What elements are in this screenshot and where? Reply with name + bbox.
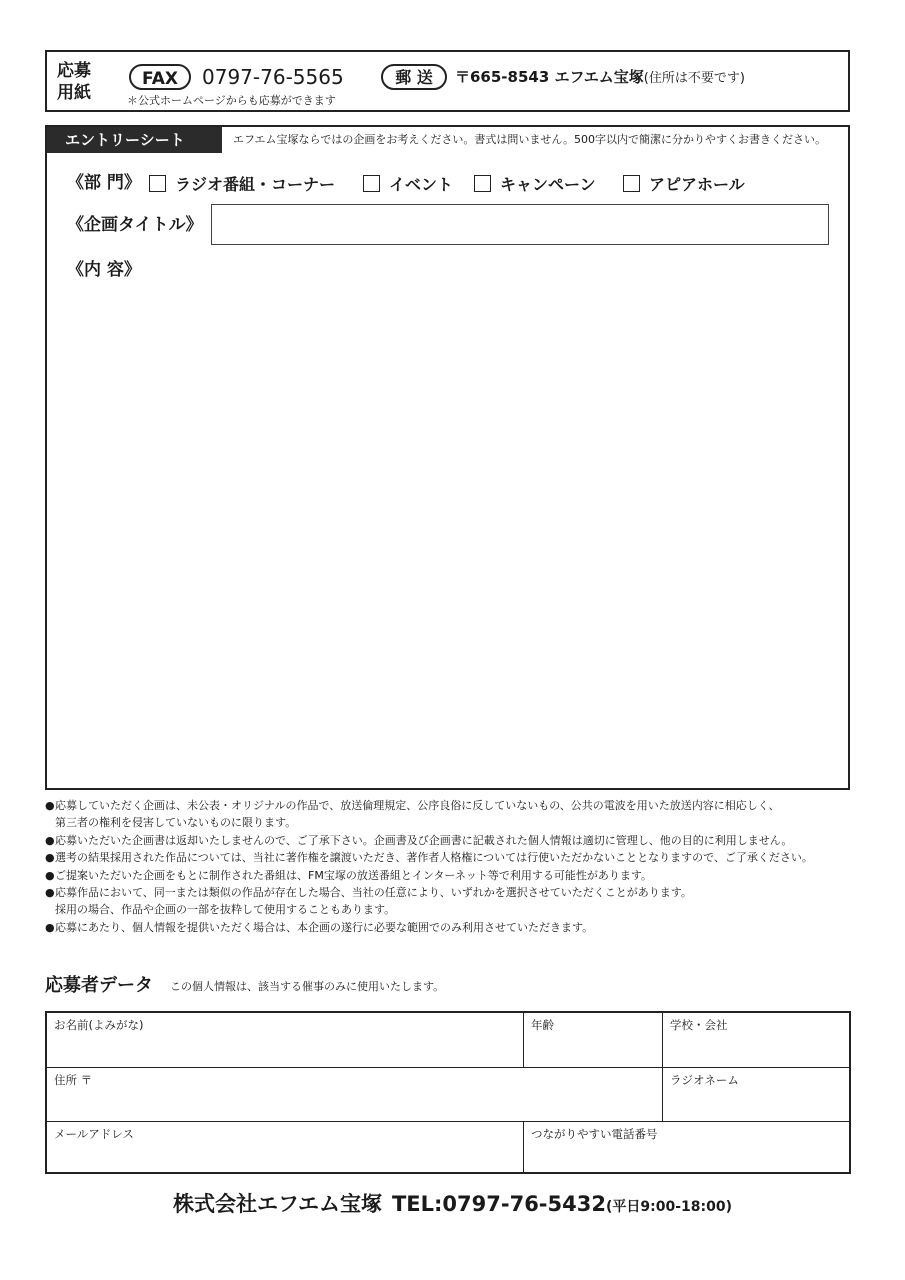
note-text: 応募作品において、同一または類似の作品が存在した場合、当社の任意により、いずれかを選択させていただくことがあります。 <box>55 886 692 900</box>
email-field-label: メールアドレス <box>54 1127 134 1141</box>
note-text: 応募いただいた企画書は返却いたしませんので、ご了承下さい。企画書及び企画書に記載された個人情報は適切に管理し、他の目的に利用しません。 <box>55 833 793 847</box>
radio-name-field-label: ラジオネーム <box>670 1073 739 1087</box>
school-company-field-label: 学校・会社 <box>670 1018 728 1032</box>
bullet-icon: ● <box>45 886 55 900</box>
content-label: 《内 容》 <box>67 260 141 280</box>
checkbox[interactable] <box>623 175 640 192</box>
fax-number: 0797-76-5565 <box>202 65 344 89</box>
department-label: 《部 門》 <box>67 173 141 193</box>
age-field[interactable] <box>524 1013 663 1068</box>
note-text: 採用の場合、作品や企画の一部を抜粋して使用することもあります。 <box>55 903 396 917</box>
entry-sheet <box>45 125 850 790</box>
mail-badge: 郵 送 <box>381 64 447 90</box>
radio-name-field[interactable] <box>663 1068 849 1122</box>
department-option-label: キャンペーン <box>500 174 596 194</box>
bullet-icon: ● <box>45 868 55 882</box>
note-item-continued <box>45 901 855 918</box>
name-field-label: お名前(よみがな) <box>54 1018 144 1032</box>
note-item <box>45 919 855 936</box>
address-field[interactable] <box>47 1068 663 1122</box>
footer-telephone: TEL:0797-76-5432 <box>391 1192 606 1216</box>
content-writing-area[interactable] <box>57 287 838 777</box>
plan-title-label: 《企画タイトル》 <box>67 215 203 235</box>
department-option-campaign[interactable] <box>474 171 596 195</box>
department-option-appia-hall[interactable] <box>623 171 745 195</box>
age-field-label: 年齢 <box>531 1018 554 1032</box>
note-text: 応募していただく企画は、未公表・オリジナルの作品で、放送倫理規定、公序良俗に反していないもの、公共の電波を用いた放送内容に相応しく、 <box>55 799 780 812</box>
web-application-note: ＊公式ホームページからも応募ができます <box>127 94 336 107</box>
mail-address-note: (住所は不要です) <box>643 71 745 86</box>
note-item <box>45 867 855 884</box>
note-text: 選考の結果採用された作品については、当社に著作権を譲渡いただき、著作者人格権については行使いただかないこととなりますので、ご了承ください。 <box>55 851 813 865</box>
note-text: 応募にあたり、個人情報を提供いただく場合は、本企画の遂行に必要な範囲でのみ利用させていただきます。 <box>55 920 594 934</box>
bullet-icon: ● <box>45 851 55 865</box>
entry-instruction: エフエム宝塚ならではの企画をお考えください。書式は問いません。500字以内で簡潔に分かりやすくお書きください。 <box>233 133 826 146</box>
plan-title-field[interactable] <box>211 204 829 245</box>
application-form-label-line2: 用紙 <box>57 83 91 103</box>
mail-address-text: 〒665-8543 エフエム宝塚 <box>455 68 644 86</box>
bullet-icon: ● <box>45 920 55 934</box>
checkbox[interactable] <box>363 175 380 192</box>
terms-notes <box>45 797 855 936</box>
department-option-radio-program[interactable] <box>149 171 335 195</box>
department-option-label: イベント <box>389 174 454 194</box>
department-option-event[interactable] <box>363 171 453 195</box>
checkbox[interactable] <box>149 175 166 192</box>
note-item <box>45 884 855 901</box>
footer-contact <box>0 1188 905 1218</box>
name-field[interactable] <box>47 1013 524 1068</box>
note-item <box>45 797 855 814</box>
entry-sheet-tab: エントリーシート <box>47 127 222 153</box>
applicant-data-title: 応募者データ <box>45 975 153 996</box>
address-field-label: 住所 〒 <box>54 1073 93 1087</box>
department-option-label: ラジオ番組・コーナー <box>175 174 336 194</box>
note-text: 第三者の権利を侵害していないものに限ります。 <box>55 816 297 830</box>
bullet-icon: ● <box>45 833 55 847</box>
fax-badge: FAX <box>129 64 191 90</box>
bullet-icon: ● <box>45 799 55 812</box>
note-item <box>45 849 855 866</box>
application-form-label-line1: 応募 <box>57 61 91 81</box>
note-text: ご提案いただいた企画をもとに制作された番組は、FM宝塚の放送番組とインターネット等で利用する可能性があります。 <box>55 868 652 882</box>
department-option-label: アピアホール <box>649 174 745 194</box>
mail-address <box>455 66 745 90</box>
note-item <box>45 832 855 849</box>
applicant-data-note: この個人情報は、該当する催事のみに使用いたします。 <box>170 980 445 993</box>
application-form-label <box>57 60 97 104</box>
footer-company-name: 株式会社エフエム宝塚 <box>173 1192 382 1216</box>
note-item-continued <box>45 814 855 831</box>
phone-field-label: つながりやすい電話番号 <box>531 1127 658 1141</box>
email-field[interactable] <box>47 1122 524 1172</box>
checkbox[interactable] <box>474 175 491 192</box>
footer-hours: (平日9:00-18:00) <box>605 1199 732 1215</box>
application-info-box <box>45 50 850 112</box>
applicant-data-table <box>45 1011 851 1174</box>
school-company-field[interactable] <box>663 1013 849 1068</box>
phone-field[interactable] <box>524 1122 849 1172</box>
